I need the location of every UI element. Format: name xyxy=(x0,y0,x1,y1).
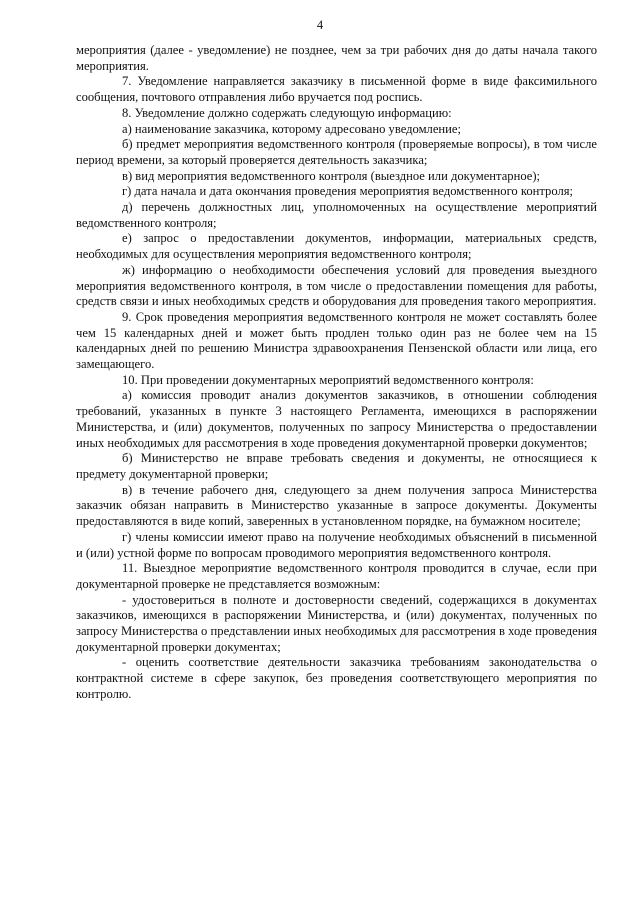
paragraph-8v: в) вид мероприятия ведомственного контроля (выездное или документарное); xyxy=(122,168,541,183)
paragraph-8e: е) запрос о предоставлении документов, информации, материальных средств, необходимых для осуществления мероприятия ведомственного контроля; xyxy=(76,231,597,262)
paragraph-10g: г) члены комиссии имеют право на получение необходимых объяснений в письменной и (или) устной форме по вопросам проводимого мероприятия ведомственного контроля. xyxy=(76,529,597,560)
page-number: 4 xyxy=(316,18,324,32)
paragraph-8b: б) предмет мероприятия ведомственного контроля (проверяемые вопросы), в том числе период времени, за который проверяется деятельность заказчика; xyxy=(76,137,597,167)
paragraph-8a: а) наименование заказчика, которому адресовано уведомление; xyxy=(122,121,461,136)
paragraph-11-item-2: - оценить соответствие деятельности заказчика требованиям законодательства о контрактной системе в сфере закупок, без проведения соответствующего мероприятия по контролю. xyxy=(76,655,597,701)
paragraph-continuation: мероприятия (далее - уведомление) не позднее, чем за три рабочих дня до даты начала такого мероприятия. xyxy=(76,43,597,73)
paragraph-10b: б) Министерство не вправе требовать сведения и документы, не относящиеся к предмету документарной проверки; xyxy=(76,451,597,481)
paragraph-8d: д) перечень должностных лиц, уполномоченных на осуществление мероприятий ведомственного контроля; xyxy=(76,200,597,230)
paragraph-8g: г) дата начала и дата окончания проведения мероприятия ведомственного контроля; xyxy=(122,184,574,199)
paragraph-10v: в) в течение рабочего дня, следующего за днем получения запроса Министерства заказчик обязан направить в Министерство указанные в запросе документы. Документы предоставляются в виде копий, заверенных в установленном порядке, на бумажном носителе; xyxy=(76,482,597,529)
paragraph-11: 11. Выездное мероприятие ведомственного контроля проводится в случае, если при документарной проверке не представляется возможным: xyxy=(76,561,597,591)
paragraph-11-item-1: - удостовериться в полноте и достоверности сведений, содержащихся в документах заказчиков, имеющихся в распоряжении Министерства, и (или) документах, полученных по запросу Министерства о представлении иных необходимых для рассмотрения в ходе проведения документарной проверки документах; xyxy=(76,592,597,654)
paragraph-7: 7. Уведомление направляется заказчику в письменной форме в виде факсимильного сообщения, почтового отправления либо вручается под роспись. xyxy=(76,74,597,105)
paragraph-10a: а) комиссия проводит анализ документов заказчиков, в отношении соблюдения требований, указанных в пункте 3 настоящего Регламента, имеющихся в распоряжении Министерства, и (или) документов, полученных по запросу Министерства о предоставлении иных необходимых для рассмотрения в ходе проведения документарной проверки документов; xyxy=(76,388,597,450)
paragraph-8: 8. Уведомление должно содержать следующую информацию: xyxy=(122,105,452,120)
paragraph-10: 10. При проведении документарных мероприятий ведомственного контроля: xyxy=(122,372,534,387)
paragraph-9: 9. Срок проведения мероприятия ведомственного контроля не может составлять более чем 15 календарных дней и может быть продлен только один раз не более чем на 15 календарных дней по решению Министра здравоохранения Пензенской области или лица, его замещающего. xyxy=(76,309,597,372)
paragraph-8zh: ж) информацию о необходимости обеспечения условий для проведения выездного мероприятия ведомственного контроля, в том числе о предоставлении помещения для работы, средств связи и иных необходимых средств и оборудования для проведения такого мероприятия. xyxy=(76,262,597,309)
document-body xyxy=(76,43,597,703)
